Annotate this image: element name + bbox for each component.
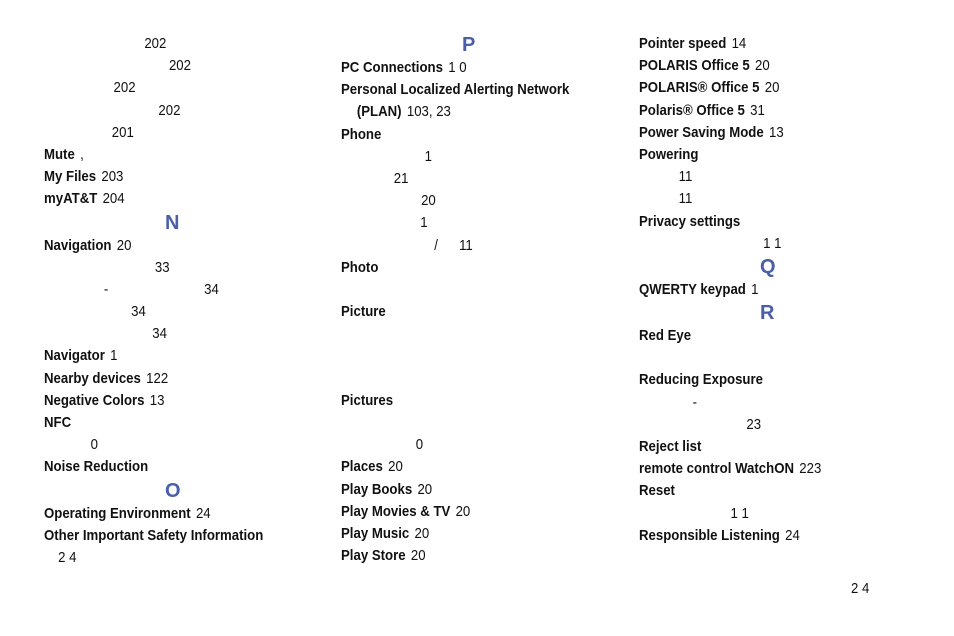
index-subentry bbox=[44, 100, 282, 122]
index-page-ref: 1 1 bbox=[730, 504, 749, 522]
index-page-ref: 1 1 bbox=[763, 234, 782, 252]
index-term: POLARIS Office 5 bbox=[639, 57, 750, 75]
index-page-ref: 20 bbox=[455, 502, 471, 520]
index-term: NFC bbox=[44, 414, 72, 431]
index-page-ref: 202 bbox=[113, 79, 136, 97]
index-entry bbox=[341, 501, 587, 523]
index-subentry bbox=[44, 434, 282, 456]
index-entry bbox=[44, 188, 282, 210]
index-blank-line bbox=[639, 347, 894, 369]
index-term: Places bbox=[341, 458, 383, 476]
index-subentry bbox=[44, 323, 282, 345]
index-entry bbox=[44, 368, 282, 390]
index-entry bbox=[639, 325, 894, 347]
index-entry bbox=[639, 458, 894, 480]
index-entry bbox=[341, 390, 587, 412]
index-term: Play Movies & TV bbox=[341, 502, 451, 520]
index-subentry bbox=[44, 279, 282, 301]
index-blank-line bbox=[341, 345, 587, 367]
index-page-ref: 34 bbox=[131, 303, 146, 321]
index-page-ref: 0 bbox=[90, 436, 98, 454]
index-entry bbox=[639, 144, 894, 166]
index-term: Nearby devices bbox=[44, 369, 141, 387]
index-page-ref: 20 bbox=[410, 547, 426, 565]
index-entry bbox=[44, 144, 282, 166]
index-page-ref: 20 bbox=[388, 458, 403, 476]
index-entry bbox=[639, 100, 894, 122]
index-term: Navigation bbox=[44, 236, 112, 254]
index-page-ref: 14 bbox=[731, 35, 747, 52]
index-entry bbox=[44, 166, 282, 188]
index-term: Other Important Safety Information bbox=[44, 526, 264, 544]
index-page-ref: 20 bbox=[764, 79, 780, 97]
index-subentry bbox=[44, 122, 282, 144]
index-page-ref: 33 bbox=[154, 258, 170, 276]
index-term: My Files bbox=[44, 168, 97, 186]
index-page-ref: 11 bbox=[459, 236, 473, 254]
index-entry bbox=[341, 523, 587, 545]
index-blank-line bbox=[341, 412, 587, 434]
index-page-ref: 34 bbox=[204, 280, 219, 298]
index-subentry bbox=[341, 235, 587, 257]
section-letter: P bbox=[462, 34, 476, 56]
index-page-ref: 20 bbox=[417, 480, 433, 498]
index-blank-line bbox=[341, 323, 587, 345]
index-page-ref: 1 bbox=[424, 147, 432, 165]
index-term: Pointer speed bbox=[639, 35, 727, 52]
index-term: Polaris® Office 5 bbox=[639, 101, 745, 119]
index-entry bbox=[44, 525, 282, 547]
index-page-ref: 24 bbox=[195, 504, 211, 522]
index-entry bbox=[341, 301, 587, 323]
index-term: Power Saving Mode bbox=[639, 123, 764, 141]
index-entry bbox=[639, 33, 894, 55]
index-page-ref: 23 bbox=[746, 415, 762, 433]
index-term: Noise Reduction bbox=[44, 458, 149, 476]
index-term: PC Connections bbox=[341, 59, 443, 76]
index-term: POLARIS® Office 5 bbox=[639, 79, 760, 97]
index-entry bbox=[639, 480, 894, 502]
index-page-ref: 203 bbox=[101, 168, 124, 186]
index-subentry bbox=[639, 233, 894, 255]
index-subentry bbox=[44, 547, 282, 569]
index-entry bbox=[639, 211, 894, 233]
index-page-ref: 11 bbox=[678, 168, 693, 186]
index-page-ref: , bbox=[80, 145, 84, 163]
index-subentry bbox=[341, 146, 587, 168]
index-entry bbox=[44, 412, 282, 434]
index-page-ref: 202 bbox=[144, 35, 167, 52]
index-term: Personal Localized Alerting Network bbox=[341, 81, 570, 99]
index-term: Pictures bbox=[341, 391, 394, 409]
index-page-ref: 1 bbox=[751, 280, 759, 298]
section-letter: O bbox=[165, 479, 181, 502]
index-column-3 bbox=[639, 33, 929, 547]
section-letter: Q bbox=[760, 255, 776, 278]
index-subterm: - bbox=[103, 280, 109, 298]
index-entry bbox=[341, 479, 587, 501]
index-subentry bbox=[341, 212, 587, 234]
index-subentry bbox=[639, 166, 894, 188]
index-subentry bbox=[44, 33, 282, 55]
index-page-ref: 20 bbox=[414, 524, 430, 542]
index-term: Red Eye bbox=[639, 327, 692, 345]
index-subentry bbox=[44, 55, 282, 77]
index-term: Reset bbox=[639, 482, 675, 500]
index-page-ref: 20 bbox=[116, 236, 132, 254]
index-term: Powering bbox=[639, 145, 699, 163]
index-page-ref: 2 4 bbox=[58, 548, 77, 566]
index-page-ref: 202 bbox=[158, 101, 181, 119]
section-letter: R bbox=[760, 302, 775, 325]
index-subentry bbox=[639, 503, 894, 525]
index-subentry bbox=[639, 414, 894, 436]
index-entry bbox=[44, 503, 282, 525]
index-page-ref: 13 bbox=[149, 391, 165, 409]
index-entry bbox=[44, 390, 282, 412]
index-term: Play Books bbox=[341, 480, 413, 498]
index-term: Photo bbox=[341, 258, 379, 276]
index-term: myAT&T bbox=[44, 190, 98, 208]
index-page-ref: 223 bbox=[799, 460, 822, 478]
index-page-ref: 21 bbox=[393, 169, 409, 187]
index-page-ref: 31 bbox=[750, 101, 765, 119]
index-term: Privacy settings bbox=[639, 212, 741, 230]
index-entry bbox=[341, 257, 587, 279]
index-page-ref: 1 bbox=[420, 214, 428, 232]
index-term: Reducing Exposure bbox=[639, 371, 763, 389]
index-page-ref: 204 bbox=[102, 190, 125, 208]
index-page-ref: 24 bbox=[785, 526, 800, 544]
index-term: Mute bbox=[44, 145, 75, 163]
index-subentry bbox=[341, 168, 587, 190]
index-term: Phone bbox=[341, 125, 382, 143]
index-term: Picture bbox=[341, 303, 386, 321]
section-letter: N bbox=[165, 211, 180, 234]
index-term: Negative Colors bbox=[44, 391, 145, 409]
index-column-2 bbox=[341, 33, 621, 567]
index-subterm: / bbox=[434, 236, 438, 254]
index-blank-line bbox=[341, 279, 587, 301]
index-entry bbox=[639, 525, 894, 547]
index-entry bbox=[44, 456, 282, 478]
index-term: Responsible Listening bbox=[639, 526, 780, 544]
index-entry bbox=[341, 124, 587, 146]
index-entry bbox=[639, 122, 894, 144]
index-subentry bbox=[341, 190, 587, 212]
index-subterm: - bbox=[692, 393, 698, 411]
index-page-ref: 1 0 bbox=[448, 59, 467, 76]
index-entry bbox=[44, 235, 282, 257]
index-subentry bbox=[639, 392, 894, 414]
index-term: QWERTY keypad bbox=[639, 280, 746, 298]
index-blank-line bbox=[341, 368, 587, 390]
index-subentry bbox=[44, 257, 282, 279]
index-entry bbox=[341, 545, 587, 567]
index-page-ref: 201 bbox=[111, 123, 134, 141]
index-entry bbox=[639, 436, 894, 458]
index-entry bbox=[44, 345, 282, 367]
index-page-ref: 20 bbox=[755, 57, 770, 75]
index-page-ref: 122 bbox=[146, 369, 169, 387]
page-number: 2 4 bbox=[851, 580, 870, 597]
index-entry bbox=[341, 101, 587, 123]
index-entry bbox=[639, 369, 894, 391]
index-entry bbox=[639, 55, 894, 77]
index-entry bbox=[341, 79, 587, 101]
index-entry bbox=[341, 456, 587, 478]
index-subentry bbox=[44, 301, 282, 323]
index-term: Reject list bbox=[639, 438, 702, 455]
index-page-ref: 103, 23 bbox=[406, 103, 451, 121]
index-page-ref: 202 bbox=[168, 57, 191, 75]
index-entry bbox=[341, 57, 587, 79]
index-entry bbox=[639, 279, 894, 301]
index-term: Operating Environment bbox=[44, 504, 191, 522]
index-term: remote control WatchON bbox=[639, 460, 795, 478]
index-subentry bbox=[44, 77, 282, 99]
index-subentry bbox=[341, 434, 587, 456]
index-page-ref: 20 bbox=[421, 192, 436, 210]
index-page-ref: 34 bbox=[152, 325, 167, 343]
index-term: Play Store bbox=[341, 547, 406, 565]
index-page-ref: 1 bbox=[110, 347, 118, 365]
index-page-ref: 11 bbox=[678, 190, 693, 208]
index-column-1 bbox=[44, 33, 314, 569]
index-term: Play Music bbox=[341, 524, 410, 542]
index-page-ref: 0 bbox=[415, 436, 424, 454]
index-term: Navigator bbox=[44, 347, 105, 365]
index-term: (PLAN) bbox=[356, 103, 402, 121]
index-subentry bbox=[639, 188, 894, 210]
index-entry bbox=[639, 77, 894, 99]
index-page-ref: 13 bbox=[768, 123, 784, 141]
